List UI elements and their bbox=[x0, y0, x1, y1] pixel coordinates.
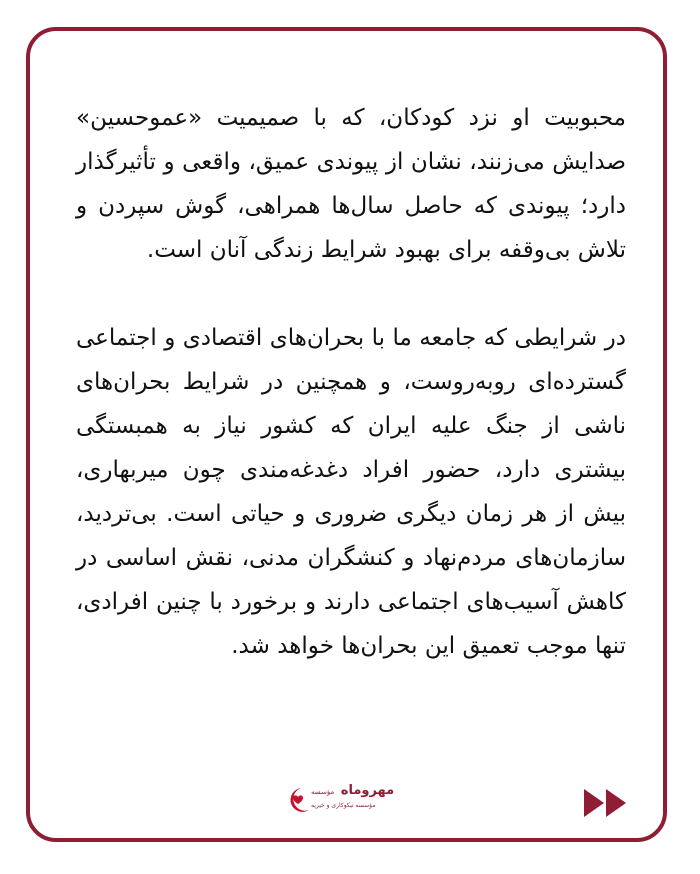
logo-name: مهروماه bbox=[340, 783, 395, 798]
next-page-button[interactable] bbox=[583, 786, 629, 820]
logo-wordmark bbox=[311, 783, 394, 798]
paragraph-2: در شرایطی که جامعه ما با بحران‌های اقتصادی و اجتماعی گسترده‌ای روبه‌روست، و همچنین در شرایط بحران‌های ناشی از جنگ علیه ایران که کشور نیاز به همبستگی بیشتری دارد، حضور افراد دغدغه‌مندی چون میربهاری، بیش از هر زمان دیگری ضروری و حیاتی است. بی‌تردید، سازمان‌های مردم‌نهاد و کنشگران مدنی، نقش اساسی در کاهش آسیب‌های اجتماعی دارند و برخورد با چنین افرادی، تنها موجب تعمیق این بحران‌ها خواهد شد. bbox=[76, 325, 626, 659]
article-body bbox=[76, 96, 626, 668]
logo-tag: مؤسسه bbox=[311, 788, 335, 796]
double-triangle-right-icon bbox=[583, 786, 629, 820]
paragraph-1: محبوبیت او نزد کودکان، که با صمیمیت «عموحسین» صدایش می‌زنند، نشان از پیوندی عمیق، واقعی و تأثیرگذار دارد؛ پیوندی که حاصل سال‌ها همراهی، گوش سپردن و تلاش بی‌وقفه برای بهبود شرایط زندگی آنان است. bbox=[76, 105, 626, 263]
logo-subtitle: مؤسسه نیکوکاری و خیریه bbox=[311, 802, 376, 809]
crescent-heart-logo-icon bbox=[285, 786, 311, 816]
brand-logo bbox=[285, 782, 395, 828]
footer bbox=[0, 760, 700, 840]
